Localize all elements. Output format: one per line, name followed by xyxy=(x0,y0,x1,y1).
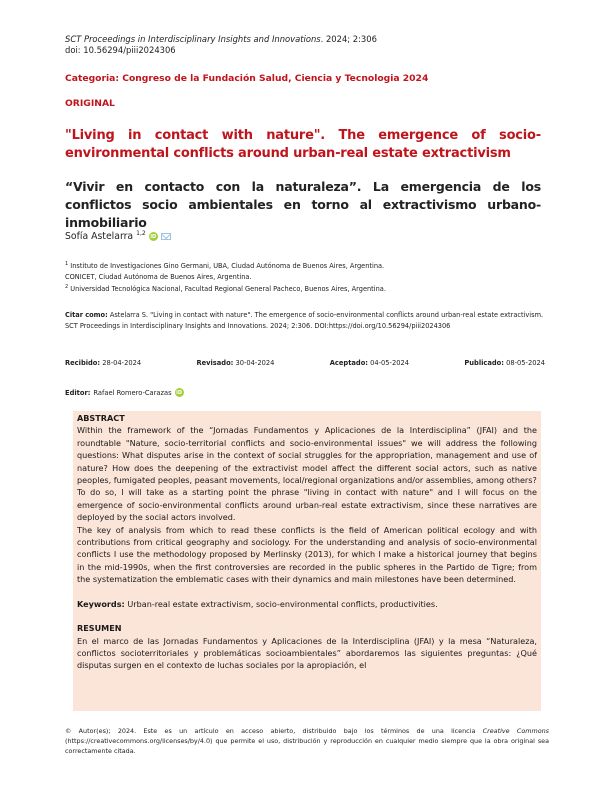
journal-name: SCT Proceedings in Interdisciplinary Insights and Innovations xyxy=(65,34,321,44)
affiliation-item: $^2$ Universidad Tecnológica Nacional, Facultad Regional General Pacheco, Buenos Aires, Argentina. xyxy=(65,284,386,294)
date-accepted: Aceptado: 04-05-2024 xyxy=(329,359,409,367)
editor-line xyxy=(65,388,184,397)
author-line xyxy=(65,231,171,242)
date-revised: Revisado: 30-04-2024 xyxy=(196,359,275,367)
date-received: Recibido: 28-04-2024 xyxy=(65,359,142,367)
affiliations xyxy=(65,259,545,295)
journal-header xyxy=(65,34,377,56)
email-icon[interactable] xyxy=(161,233,171,240)
journal-issue: . 2024; 2:306 xyxy=(320,34,377,44)
title-spanish: “Vivir en contacto con la naturaleza”. La emergencia de los conflictos socio ambientales en torno al extractivismo urbano-inmobiliario xyxy=(65,179,541,230)
orcid-icon[interactable]: iD xyxy=(150,233,157,240)
citation-text: Astelarra S. "Living in contact with nature". The emergence of socio-environmental conflicts around urban-real estate extractivism. SCT Proceedings in Interdisciplinary Insights and Innovations. 2024; 2:306. DOI:https://doi.org/10.56294/piii2024306 xyxy=(65,311,544,330)
citation xyxy=(65,310,545,331)
abstract-paragraph: The key of analysis from which to read these conflicts is the field of American political ecology and with contributions from critical geography and sociology. For the understanding and analysis of socio-environmental conflicts I use the methodology proposed by Merlinsky (2013), for which I make a historical journey that begins in the mid-1990s, when the first controversies are recorded in the public spheres in the Partido de Tigre; from the systematization the emblematic cases with their dynamics and main milestones have been determined. xyxy=(77,524,537,585)
keywords: Keywords: Urban-real estate extractivism, socio-environmental conflicts, productivities. xyxy=(77,598,438,609)
license-name: Creative Commons xyxy=(482,727,549,735)
abstract-heading: ABSTRACT xyxy=(77,413,125,423)
dates-row xyxy=(65,359,545,367)
license-footer: © Autor(es); 2024. Este es un artículo en acceso abierto, distribuido bajo los términos de una licencia Creative Commons (https://creativecommons.org/licenses/by/4.0) que permite el uso, distribución y reproducción en cualquier medio siempre que la obra original sea correctamente citada. xyxy=(65,727,549,756)
editor-label: Editor: xyxy=(65,388,91,397)
affiliation-item: $^1$ Instituto de Investigaciones Gino Germani, UBA, Ciudad Autónoma de Buenos Aires, Argentina. xyxy=(65,261,385,271)
abstract-paragraph: Within the framework of the “Jornadas Fundamentos y Aplicaciones de la Interdisciplina” (JFAI) and the roundtable "Nature, socio-territorial conflicts and socio-environmental issues" we will address the following questions: What disputes arise in the context of social struggles for the appropriation, management and use of nature? How does the deepening of the extractivist model affect the different social actors, such as native peoples, fumigated peoples, peasant movements, local/regional organizations and/or assemblies, among others? xyxy=(77,425,537,486)
article-type: ORIGINAL xyxy=(65,98,115,109)
date-published: Publicado: 08-05-2024 xyxy=(464,359,545,367)
resumen-heading: RESUMEN xyxy=(77,623,122,634)
orcid-icon[interactable]: iD xyxy=(176,389,183,396)
abstract-paragraph: To do so, I will take as a starting point the phrase "living in contact with nature" and I will focus on the emergence of socio-environmental conflicts around urban-real estate extractivism, since these narratives are deployed by the social actors involved. xyxy=(77,487,537,523)
abstract-box xyxy=(73,411,541,711)
category: Categoria: Congreso de la Fundación Salud, Ciencia y Tecnologia 2024 xyxy=(65,73,429,84)
citation-label: Citar como: xyxy=(65,311,108,319)
editor-name: Rafael Romero-Carazas xyxy=(93,388,172,397)
affiliation-marks: 1,2 xyxy=(136,230,146,237)
author-name: Sofía Astelarra xyxy=(65,231,134,242)
resumen-paragraph: En el marco de las Jornadas Fundamentos y Aplicaciones de la Interdisciplina (JFAI) y la mesa “Naturaleza, conflictos socioterritoriales y problemáticas socioambientales” abordaremos las siguientes preguntas: ¿Qué disputas surgen en el contexto de luchas sociales por la apropiación, el xyxy=(77,635,537,671)
doi: doi: 10.56294/piii2024306 xyxy=(65,45,176,55)
affiliation-item: CONICET, Ciudad Autónoma de Buenos Aires, Argentina. xyxy=(65,272,252,281)
title-english: "Living in contact with nature". The emergence of socio-environmental conflicts around urban-real estate extractivism xyxy=(65,128,541,161)
